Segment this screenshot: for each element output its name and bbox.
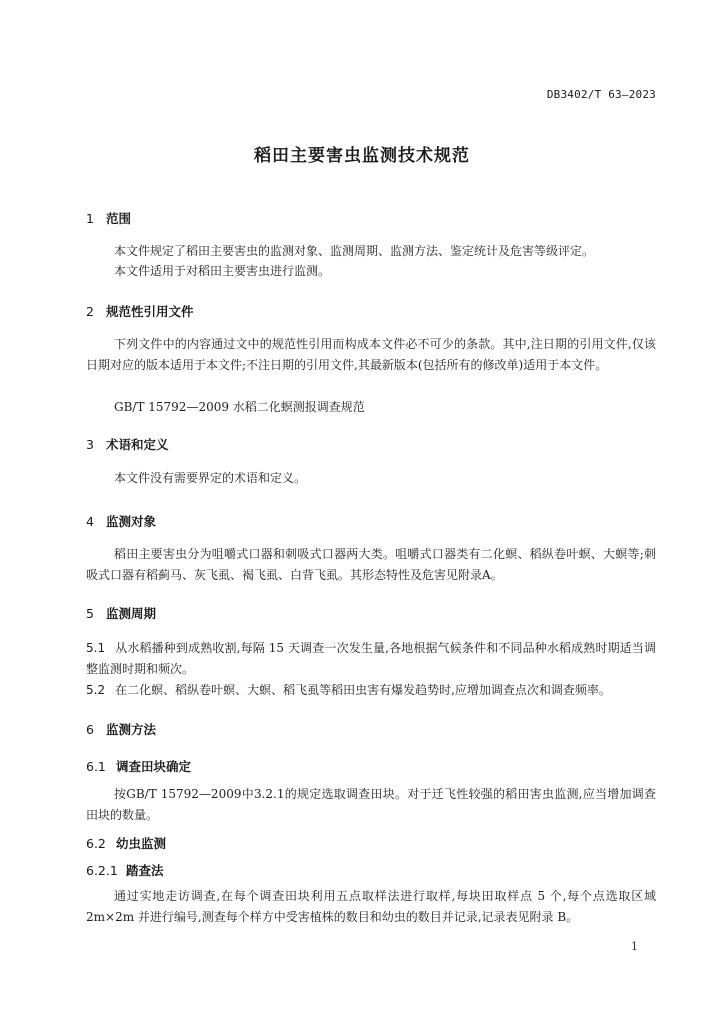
clause-5-1 bbox=[86, 638, 656, 680]
clause-text: 从水稻播种到成熟收割,每隔 15 天调查一次发生量,各地根据气候条件和不同品种水稻成熟时期适当调整监测时期和频次。 bbox=[86, 641, 656, 676]
section-number: 6.2.1 bbox=[86, 863, 118, 878]
page-title: 稻田主要害虫监测技术规范 bbox=[254, 146, 470, 166]
section-number: 6.1 bbox=[86, 759, 106, 774]
section-number: 4 bbox=[86, 514, 94, 529]
clause-number: 5.1 bbox=[86, 641, 106, 655]
section-2-heading bbox=[86, 302, 194, 320]
section-number: 5 bbox=[86, 606, 94, 621]
paragraph: 通过实地走访调查,在每个调查田块利用五点取样法进行取样,每块田取样点 5 个,每个点选取区域 2m×2m 并进行编号,测查每个样方中受害植株的数目和幼虫的数目并记录,记录表见附录 B。 bbox=[86, 889, 656, 924]
section-number: 6.2 bbox=[86, 836, 106, 851]
clause-number: 5.2 bbox=[86, 683, 106, 697]
section-5-heading bbox=[86, 604, 156, 622]
section-title: 术语和定义 bbox=[106, 437, 169, 452]
section-title: 监测方法 bbox=[106, 722, 157, 737]
paragraph: 按GB/T 15792—2009中3.2.1的规定选取调查田块。对于迁飞性较强的稻田害虫监测,应当增加调查田块的数量。 bbox=[86, 787, 656, 822]
section-title: 调查田块确定 bbox=[116, 759, 192, 774]
clause-5-2 bbox=[86, 680, 656, 701]
page-number: 1 bbox=[631, 940, 638, 953]
section-number: 3 bbox=[86, 437, 94, 452]
section-title: 幼虫监测 bbox=[116, 836, 167, 851]
reference-item: GB/T 15792—2009 水稻二化螟测报调查规范 bbox=[114, 400, 365, 414]
doc-code: DB3402/T 63—2023 bbox=[546, 88, 656, 101]
paragraph: 本文件规定了稻田主要害虫的监测对象、监测周期、监测方法、鉴定统计及危害等级评定。 bbox=[114, 244, 595, 258]
section-6-2-heading bbox=[86, 834, 166, 852]
section-title: 监测周期 bbox=[106, 606, 157, 621]
section-number: 2 bbox=[86, 304, 94, 319]
paragraph: 稻田主要害虫分为咀嚼式口器和刺吸式口器两大类。咀嚼式口器类有二化螟、稻纵卷叶螟、大螟等;刺吸式口器有稻蓟马、灰飞虱、褐飞虱、白背飞虱。其形态特性及危害见附录A。 bbox=[86, 547, 656, 582]
clause-text: 在二化螟、稻纵卷叶螟、大螟、稻飞虱等稻田虫害有爆发趋势时,应增加调查点次和调查频率。 bbox=[115, 683, 611, 697]
paragraph: 本文件没有需要界定的术语和定义。 bbox=[114, 471, 307, 485]
section-title: 范围 bbox=[106, 211, 132, 226]
section-3-heading bbox=[86, 435, 169, 453]
section-6-1-heading bbox=[86, 757, 191, 775]
section-title: 规范性引用文件 bbox=[106, 304, 194, 319]
section-title: 踏查法 bbox=[126, 863, 164, 878]
section-6-2-1-heading bbox=[86, 861, 164, 879]
section-6-heading bbox=[86, 720, 156, 738]
section-number: 1 bbox=[86, 211, 94, 226]
paragraph: 本文件适用于对稻田主要害虫进行监测。 bbox=[114, 264, 331, 278]
section-4-heading bbox=[86, 512, 156, 530]
paragraph: 下列文件中的内容通过文中的规范性引用而构成本文件必不可少的条款。其中,注日期的引用文件,仅该日期对应的版本适用于本文件;不注日期的引用文件,其最新版本(包括所有的修改单)适用于本文件。 bbox=[86, 337, 656, 372]
section-number: 6 bbox=[86, 722, 94, 737]
section-title: 监测对象 bbox=[106, 514, 157, 529]
section-1-heading bbox=[86, 209, 131, 227]
